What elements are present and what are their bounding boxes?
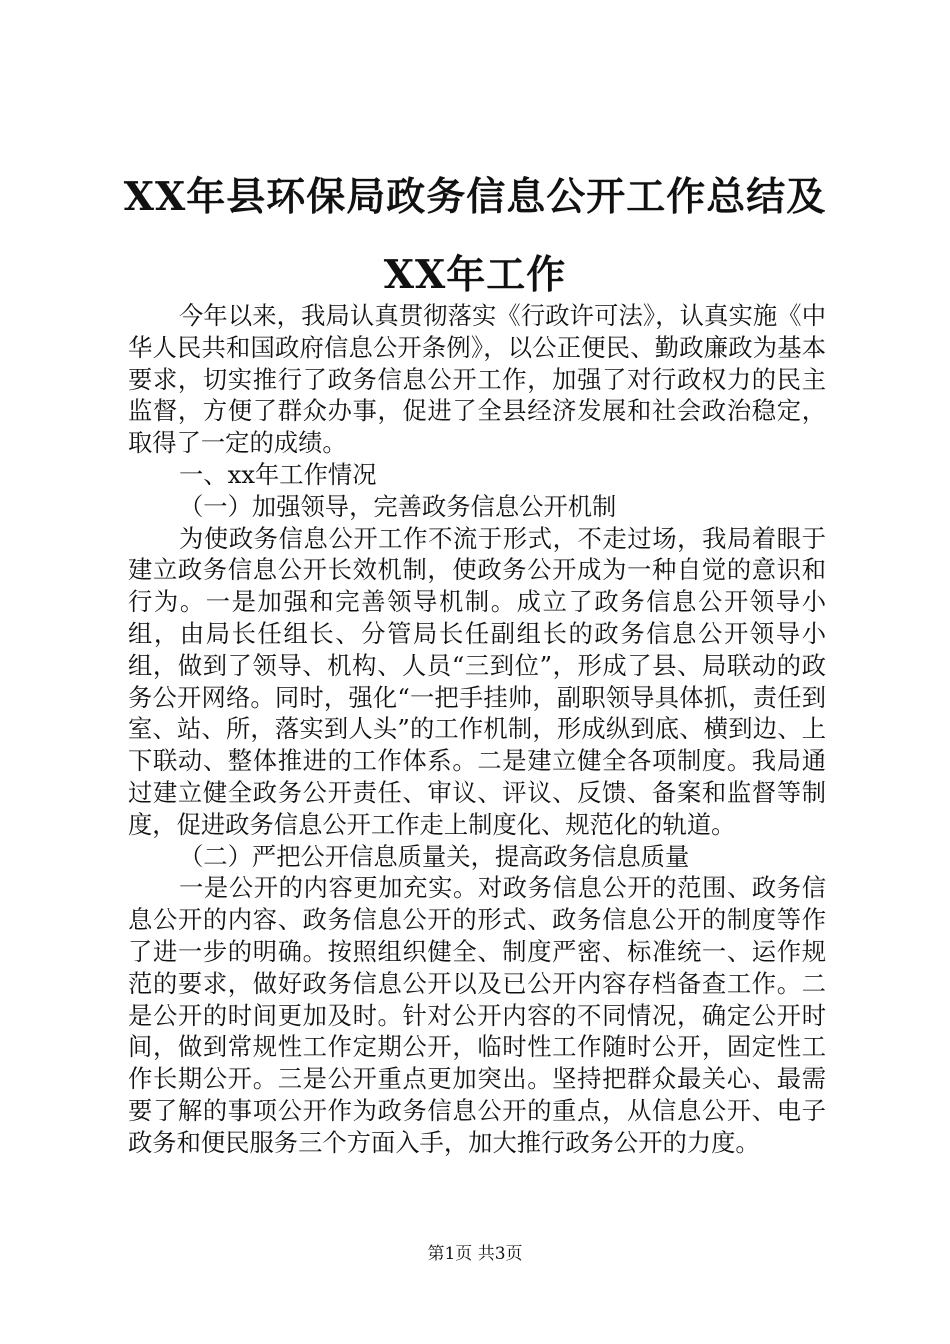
subsection-heading-1: （一）加强领导，完善政务信息公开机制 — [179, 491, 617, 521]
paragraph-quality: 一是公开的内容更加充实。对政务信息公开的范围、政务信息公开的内容、政务信息公开的形式、政务信息公开的制度等作了进一步的明确。按照组织健全、制度严密、标准统一、运作规范的要求，做好政务信息公开以及已公开内容存档备查工作。二是公开的时间更加及时。针对公开内容的不同情况，确定公开时间，做到常规性工作定期公开，临时性工作随时公开，固定性工作长期公开。三是公开重点更加突出。坚持把群众最关心、最需要了解的事项公开作为政务信息公开的重点，从信息公开、电子政务和便民服务三个方面入手，加大推行政务公开的力度。 — [128, 873, 826, 1157]
subsection-heading-2: （二）严把公开信息质量关，提高政务信息质量 — [179, 841, 690, 871]
document-title: XX年县环保局政务信息公开工作总结及XX年工作 — [123, 174, 827, 298]
section-heading-1: 一、xx年工作情况 — [179, 459, 377, 489]
paragraph-intro: 今年以来，我局认真贯彻落实《行政许可法》，认真实施《中华人民共和国政府信息公开条例》，以公正便民、勤政廉政为基本要求，切实推行了政务信息公开工作，加强了对行政权力的民主监督，方便了群众办事，促进了全县经济发展和社会政治稳定，取得了一定的成绩。 — [128, 301, 826, 458]
paragraph-mechanism: 为使政务信息公开工作不流于形式，不走过场，我局着眼于建立政务信息公开长效机制，使政务公开成为一种自觉的意识和行为。一是加强和完善领导机制。成立了政务信息公开领导小组，由局长任组长、分管局长任副组长的政务信息公开领导小组，做到了领导、机构、人员“三到位”，形成了县、局联动的政务公开网络。同时，强化“一把手挂帅，副职领导具体抓，责任到室、站、所，落实到人头”的工作机制，形成纵到底、横到边、上下联动、整体推进的工作体系。二是建立健全各项制度。我局通过建立健全政务公开责任、审议、评议、反馈、备案和监督等制度，促进政务信息公开工作走上制度化、规范化的轨道。 — [128, 523, 826, 839]
document-body — [128, 300, 826, 1159]
page-number-footer: 第1页 共3页 — [427, 1244, 523, 1264]
